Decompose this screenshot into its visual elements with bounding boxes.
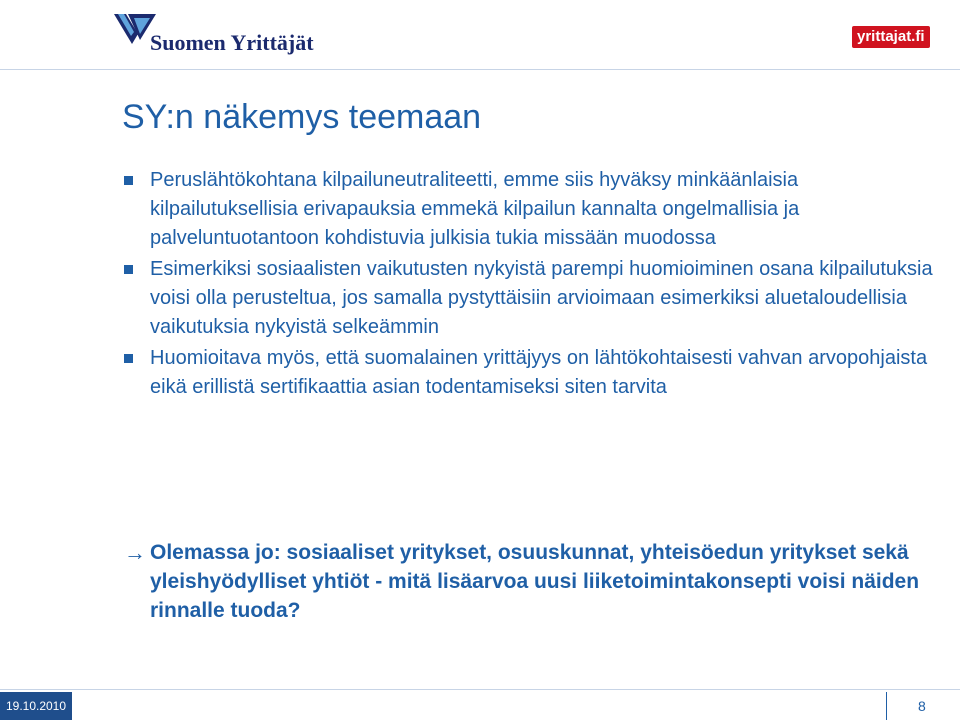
logo-text: Suomen Yrittäjät xyxy=(150,30,314,55)
slide-header xyxy=(0,0,960,70)
header-divider xyxy=(0,69,960,70)
bullet-text: Huomioitava myös, että suomalainen yrittäjyys on lähtökohtaisesti vahvan arvopohjaista eikä erillistä sertifikaattia asian todentamiseksi siten tarvita xyxy=(150,347,928,398)
conclusion-text: Olemassa jo: sosiaaliset yritykset, osuuskunnat, yhteisöedun yritykset sekä yleishyödylliset yhtiöt - mitä lisäarvoa uusi liiketoimintakonsepti voisi näiden rinnalle tuoda? xyxy=(150,541,920,622)
bullet-text: Peruslähtökohtana kilpailuneutraliteetti, emme siis hyväksy minkäänlaisia kilpailutuksellisia erivapauksia emmekä kilpailun kannalta ongelmallisia ja palveluntuotantoon kohdistuvia julkisia tukia missään muodossa xyxy=(150,169,800,249)
footer-date: 19.10.2010 xyxy=(0,692,72,720)
yrittajat-fi-logo: yrittajat.fi xyxy=(852,26,930,48)
footer-divider xyxy=(0,689,960,690)
suomen-yrittajat-logo xyxy=(112,10,312,58)
slide-title: SY:n näkemys teemaan xyxy=(122,98,482,136)
square-bullet-icon xyxy=(124,265,133,274)
bullet-item xyxy=(122,166,942,253)
footer-separator xyxy=(886,692,887,720)
conclusion-block xyxy=(122,538,942,625)
square-bullet-icon xyxy=(124,354,133,363)
bullet-item xyxy=(122,344,942,402)
bullet-item xyxy=(122,255,942,342)
arrow-right-icon: → xyxy=(124,540,146,565)
bullet-text: Esimerkiksi sosiaalisten vaikutusten nykyistä parempi huomioiminen osana kilpailutuksia voisi olla perusteltua, jos samalla pystyttäisiin arvioimaan esimerkiksi aluetaloudellisia vaikutuksia nykyistä selkeämmin xyxy=(150,258,933,338)
square-bullet-icon xyxy=(124,176,133,185)
page-number: 8 xyxy=(918,698,926,714)
bullet-list xyxy=(122,166,942,404)
